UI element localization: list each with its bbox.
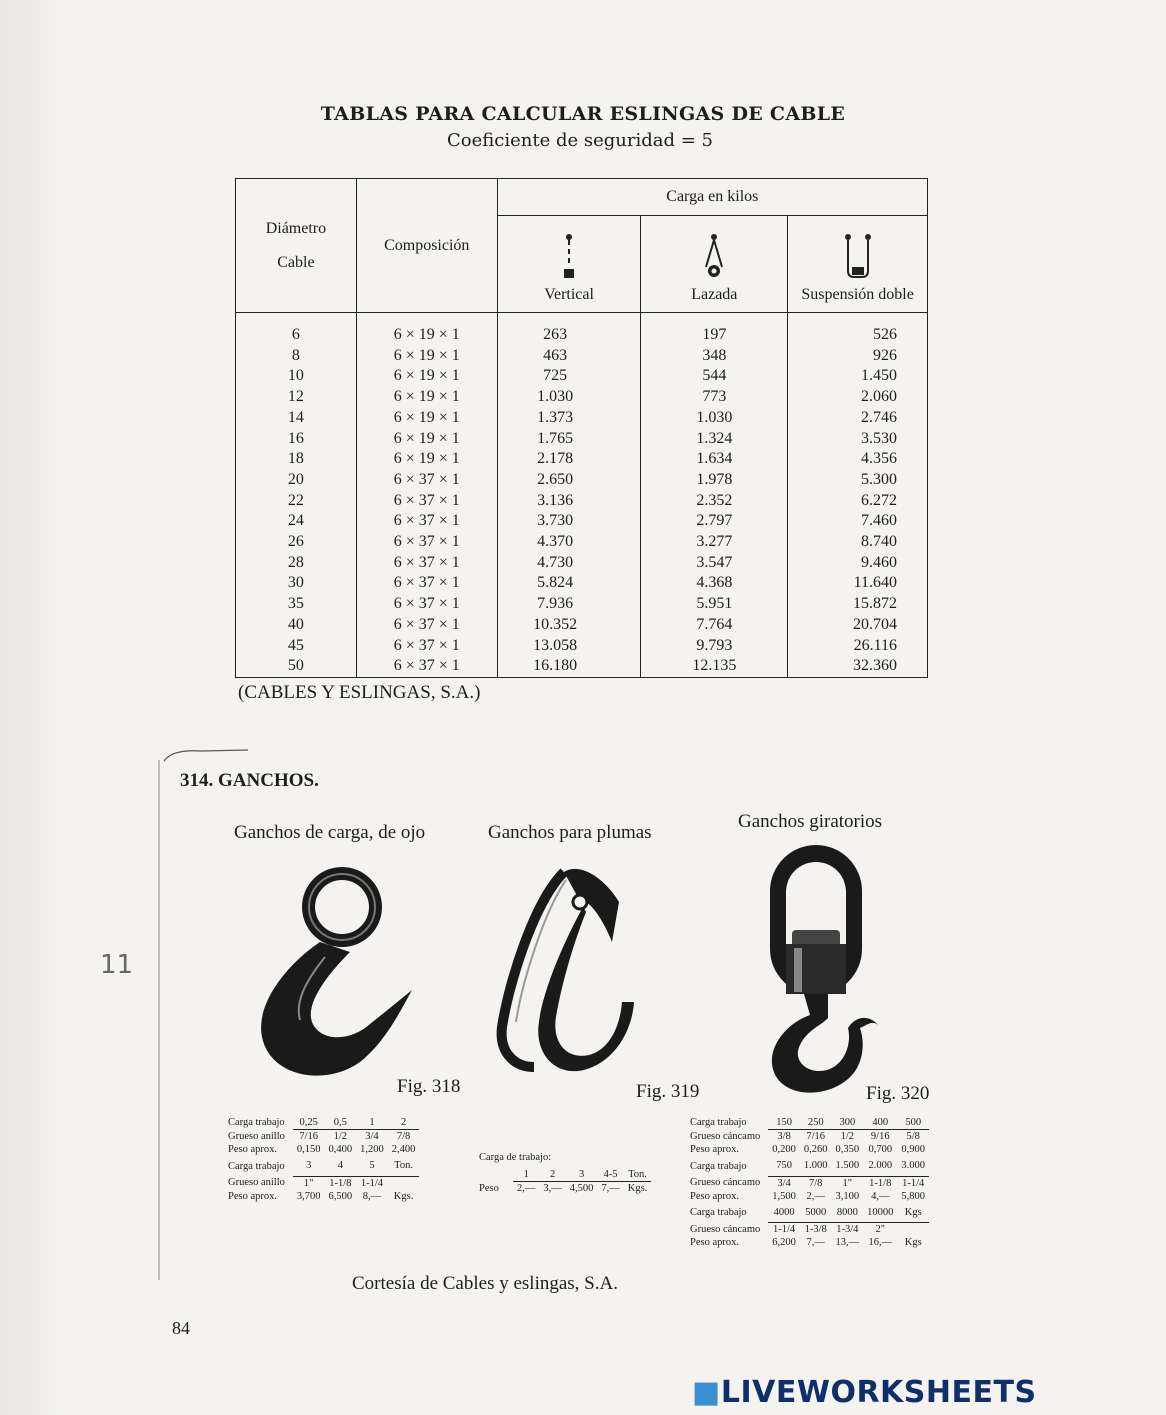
fig-320-label: Fig. 320 [866, 1083, 930, 1104]
column-doble [788, 313, 928, 678]
fig-318-label: Fig. 318 [397, 1076, 461, 1097]
table-cell: 6 × 37 × 1 [393, 512, 460, 530]
caption-swivel-hooks: Ganchos giratorios [738, 811, 883, 832]
spec-value: 5000 [800, 1203, 832, 1223]
table-cell: 18 [287, 450, 304, 468]
spec-value: 8000 [832, 1203, 864, 1223]
table-cell: 2.352 [696, 491, 733, 509]
spec-value: 2,— [806, 1190, 825, 1202]
table-cell: 6 × 19 × 1 [393, 367, 460, 385]
spec-value: 1-3/4 [836, 1224, 859, 1235]
spec-value: 0,350 [835, 1144, 860, 1155]
spec-value: 0,200 [772, 1144, 796, 1155]
table-cell: 6 × 19 × 1 [393, 388, 460, 406]
eye-hook-illustration [250, 862, 420, 1087]
spec-value: Kgs. [627, 1183, 648, 1194]
table-cell: 2.650 [537, 470, 574, 488]
spec-table-318 [228, 1116, 419, 1203]
boom-hook-illustration [494, 852, 644, 1092]
spec-value: 1/2 [840, 1131, 855, 1142]
table-cell: 3.277 [696, 533, 733, 551]
spec-value: 16,— [868, 1237, 893, 1248]
spec-value: 300 [832, 1116, 864, 1130]
table-cell: 9.793 [696, 636, 733, 654]
spec-value: 0,5 [325, 1116, 357, 1130]
spec-value: 4,— [871, 1190, 890, 1202]
column-composicion [356, 313, 497, 678]
table-cell: 526 [873, 326, 897, 343]
spec-value: 400 [863, 1116, 897, 1130]
table-cell: 40 [287, 615, 304, 633]
table-cell: 544 [702, 367, 727, 385]
table-cell: 6 × 37 × 1 [393, 657, 460, 675]
spec-value [388, 1176, 420, 1190]
spec-value: 3,— [543, 1183, 562, 1194]
table-cell: 6 × 37 × 1 [393, 533, 460, 551]
brand-watermark: ■LIVEWORKSHEETS [692, 1375, 1037, 1410]
table-cell: 5.951 [696, 595, 733, 613]
spec-label: Peso aprox. [690, 1144, 739, 1155]
table-cell: 1.634 [696, 450, 733, 468]
spec-value: 4000 [768, 1203, 800, 1223]
table-cell: 8.740 [861, 533, 897, 551]
table-cell: 16 [287, 429, 304, 447]
table-cell: 3.530 [861, 429, 897, 447]
spec-value: 9/16 [870, 1131, 890, 1142]
spec-value: 500 [897, 1116, 929, 1130]
spec-value: 5 [356, 1156, 388, 1176]
spec-value: 3/4 [365, 1131, 379, 1142]
spec-table-319: Carga de trabajo: 1 2 3 4-5 Ton. Peso 2,— 3,— 4,500 7,— Kgs. [479, 1151, 651, 1195]
table-cell: 6 × 37 × 1 [393, 470, 460, 488]
spec-value: 7,— [601, 1183, 620, 1194]
spec-value: 0,150 [296, 1144, 321, 1155]
spec-value [897, 1223, 929, 1237]
swivel-hook-illustration [752, 840, 892, 1105]
spec-label: Peso aprox. [690, 1237, 739, 1248]
spec-value: 6,200 [772, 1237, 796, 1248]
spec-value: 7/16 [806, 1131, 826, 1142]
table-cell: 6 × 37 × 1 [393, 574, 460, 592]
page-title: TABLAS PARA CALCULAR ESLINGAS DE CABLE [320, 103, 846, 125]
table-cell: 6 [291, 326, 300, 343]
table-cell: 12.135 [692, 657, 737, 675]
margin-bracket-line [155, 760, 163, 1280]
page-number: 84 [172, 1318, 190, 1338]
cable-sling-table [235, 178, 928, 678]
table-cell: 6 × 19 × 1 [393, 450, 460, 468]
table-cell: 4.730 [537, 553, 574, 571]
table-cell: 15.872 [853, 595, 897, 613]
spec-label: Carga trabajo [228, 1160, 285, 1172]
table-cell: 20.704 [853, 615, 897, 633]
table-cell: 5.300 [861, 470, 897, 488]
margin-pen-stroke [162, 745, 252, 765]
spec-value: 7,— [806, 1237, 825, 1248]
spec-label: Carga trabajo [690, 1160, 747, 1172]
table-cell: 12 [287, 388, 304, 406]
courtesy-note: Cortesía de Cables y eslingas, S.A. [352, 1273, 618, 1294]
spec-label: Grueso anillo [228, 1177, 285, 1189]
table-cell: 30 [287, 574, 304, 592]
table-cell: 8 [291, 346, 300, 364]
table-cell: 263 [543, 326, 568, 343]
spec-value: 1-1/4 [360, 1177, 384, 1189]
column-vertical [497, 313, 641, 678]
table-cell: 14 [287, 408, 304, 426]
table-cell: 2.060 [861, 388, 897, 406]
table-cell: 45 [287, 636, 304, 654]
table-cell: 4.368 [696, 574, 733, 592]
spec-value: 1.000 [800, 1156, 832, 1176]
header-lazada: Lazada [641, 216, 788, 313]
spec-value: 1.500 [832, 1156, 864, 1176]
table-cell: 6 × 19 × 1 [393, 346, 460, 364]
spec-value: 1,500 [772, 1190, 796, 1202]
table-cell: 1.030 [696, 408, 733, 426]
spec-value: 4,500 [569, 1183, 594, 1194]
table-cell: 24 [287, 512, 304, 530]
spec-value: Ton. [388, 1156, 420, 1176]
table-cell: 10.352 [533, 615, 578, 633]
table-cell: 6 × 19 × 1 [393, 326, 460, 343]
spec-value: 1 [513, 1168, 539, 1182]
spec-value: 0,25 [293, 1116, 325, 1130]
spec-value: 5,800 [901, 1190, 926, 1202]
spec-label: Grueso cáncamo [690, 1130, 761, 1142]
table-cell: 2.178 [537, 450, 574, 468]
spec-value: 0,700 [868, 1144, 893, 1155]
column-lazada [641, 313, 788, 678]
page-shadow [0, 0, 70, 1415]
spec-label: Peso aprox. [228, 1190, 277, 1202]
table-cell: 22 [287, 491, 304, 509]
table-cell: 1.978 [696, 470, 733, 488]
spec-value: 3,100 [835, 1190, 860, 1202]
spec-value: 1" [303, 1177, 314, 1189]
spec-value: 0,900 [901, 1144, 926, 1155]
spec-label: Grueso cáncamo [690, 1223, 761, 1235]
table-cell: 6 × 19 × 1 [393, 429, 460, 447]
table-cell: 1.373 [537, 408, 574, 426]
spec-value: 5/8 [906, 1131, 920, 1142]
spec-value: Kgs [897, 1203, 929, 1223]
spec-value: 1 [356, 1116, 388, 1130]
header-vertical: Vertical [497, 216, 641, 313]
handwritten-mark: 11 [100, 950, 134, 980]
spec-value: 3,700 [296, 1190, 321, 1202]
spec-value: 6,500 [328, 1190, 353, 1202]
spec-value: 3/8 [777, 1131, 791, 1142]
table-cell: 4.370 [537, 533, 574, 551]
table-source: (CABLES Y ESLINGAS, S.A.) [238, 682, 481, 703]
table-cell: 6 × 37 × 1 [393, 595, 460, 613]
spec-value: 0,260 [803, 1144, 828, 1155]
spec-value: 2,— [517, 1183, 536, 1194]
table-cell: 348 [702, 346, 727, 364]
choker-sling-icon [702, 233, 726, 281]
table-cell: 13.058 [533, 636, 578, 654]
header-carga: Carga en kilos [497, 179, 927, 216]
spec-value: 750 [768, 1156, 800, 1176]
page-subtitle: Coeficiente de seguridad = 5 [447, 130, 713, 151]
spec-value: 7/8 [808, 1177, 823, 1189]
spec-value: 7/16 [299, 1131, 319, 1142]
spec-value: 2 [388, 1116, 420, 1130]
table-cell: 9.460 [861, 553, 897, 571]
brand-logo-icon: ■ [692, 1375, 721, 1410]
spec-value: 2,400 [391, 1144, 416, 1155]
spec-value: 150 [768, 1116, 800, 1130]
spec-value: 3/4 [777, 1177, 791, 1189]
table-cell: 1.030 [537, 388, 574, 406]
table-cell: 773 [702, 388, 727, 406]
spec-value: 4-5 [597, 1168, 623, 1182]
spec-value: 1-1/8 [329, 1177, 352, 1189]
spec-value: 3 [566, 1168, 598, 1182]
spec-label: Peso aprox. [228, 1144, 277, 1155]
vertical-sling-icon [559, 233, 579, 281]
header-diametro: Diámetro Cable [236, 179, 357, 313]
spec-label: Carga trabajo [690, 1117, 747, 1129]
table-cell: 35 [287, 595, 304, 613]
header-composicion: Composición [356, 179, 497, 313]
table-cell: 16.180 [533, 657, 578, 675]
table-cell: 463 [543, 346, 568, 364]
table-cell: 4.356 [861, 450, 897, 468]
table-cell: 26.116 [853, 636, 897, 654]
table-cell: 6.272 [861, 491, 897, 509]
table-cell: 7.764 [696, 615, 733, 633]
spec-label: Peso aprox. [690, 1190, 739, 1202]
table-cell: 3.547 [696, 553, 733, 571]
column-diametro [236, 313, 357, 678]
table-cell: 11.640 [853, 574, 897, 592]
spec-value: 250 [800, 1116, 832, 1130]
table-cell: 197 [702, 326, 727, 343]
spec-value: Kgs. [393, 1190, 414, 1202]
table-cell: 2.746 [861, 408, 897, 426]
spec-value: Kgs [904, 1237, 922, 1248]
table-cell: 7.460 [861, 512, 897, 530]
table-cell: 6 × 37 × 1 [393, 636, 460, 654]
table-cell: 1.324 [696, 429, 733, 447]
table-cell: 10 [287, 367, 304, 385]
spec-value: 1,200 [360, 1144, 384, 1155]
spec-value: 3.000 [897, 1156, 929, 1176]
caption-eye-hooks: Ganchos de carga, de ojo [234, 822, 426, 843]
spec-value: 1-1/4 [902, 1177, 925, 1189]
table-cell: 6 × 19 × 1 [393, 408, 460, 426]
spec-value: 1/2 [333, 1131, 348, 1142]
table-cell: 6 × 37 × 1 [393, 615, 460, 633]
section-heading: 314. GANCHOS. [180, 770, 319, 791]
spec-value: 8,— [362, 1190, 382, 1202]
table-cell: 50 [287, 657, 304, 675]
caption-boom-hooks: Ganchos para plumas [488, 822, 652, 843]
table-cell: 6 × 37 × 1 [393, 491, 460, 509]
spec-label: Carga trabajo [690, 1207, 747, 1218]
spec-value: 4 [325, 1156, 357, 1176]
table-cell: 3.730 [537, 512, 574, 530]
table-cell: 926 [873, 346, 897, 364]
table-cell: 725 [543, 367, 568, 385]
spec-value: 2 [539, 1168, 565, 1182]
fig-319-label: Fig. 319 [636, 1081, 700, 1102]
table-cell: 2.797 [696, 512, 733, 530]
table-cell: 5.824 [537, 574, 574, 592]
spec-value: 10000 [863, 1203, 897, 1223]
spec-value: 13,— [835, 1237, 860, 1248]
spec-label: Grueso cáncamo [690, 1177, 761, 1189]
spec-value: 0,400 [328, 1144, 353, 1155]
double-sling-icon [843, 233, 873, 281]
spec-value: 2" [875, 1224, 886, 1235]
spec-table-320 [690, 1116, 929, 1249]
spec-value: 1-1/8 [869, 1177, 892, 1189]
table-cell: 28 [287, 553, 304, 571]
table-cell: 7.936 [537, 595, 574, 613]
spec-value: Ton. [624, 1168, 652, 1182]
spec-value: 3 [293, 1156, 325, 1176]
table-cell: 1.450 [861, 367, 897, 385]
spec-label: Grueso anillo [228, 1130, 285, 1142]
spec-label: Carga trabajo [228, 1117, 285, 1129]
table-cell: 3.136 [537, 491, 574, 509]
table-cell: 26 [287, 533, 304, 551]
table-cell: 32.360 [853, 657, 897, 675]
spec-value: 1-1/4 [772, 1224, 796, 1235]
table-cell: 6 × 37 × 1 [393, 553, 460, 571]
spec-value: 2.000 [863, 1156, 897, 1176]
spec-value: 1-3/8 [804, 1224, 827, 1235]
spec-value: 7/8 [396, 1131, 411, 1142]
header-doble: Suspensión doble [788, 216, 928, 313]
table-cell: 20 [287, 470, 304, 488]
table-cell: 1.765 [537, 429, 574, 447]
spec-value: 1" [842, 1177, 853, 1189]
